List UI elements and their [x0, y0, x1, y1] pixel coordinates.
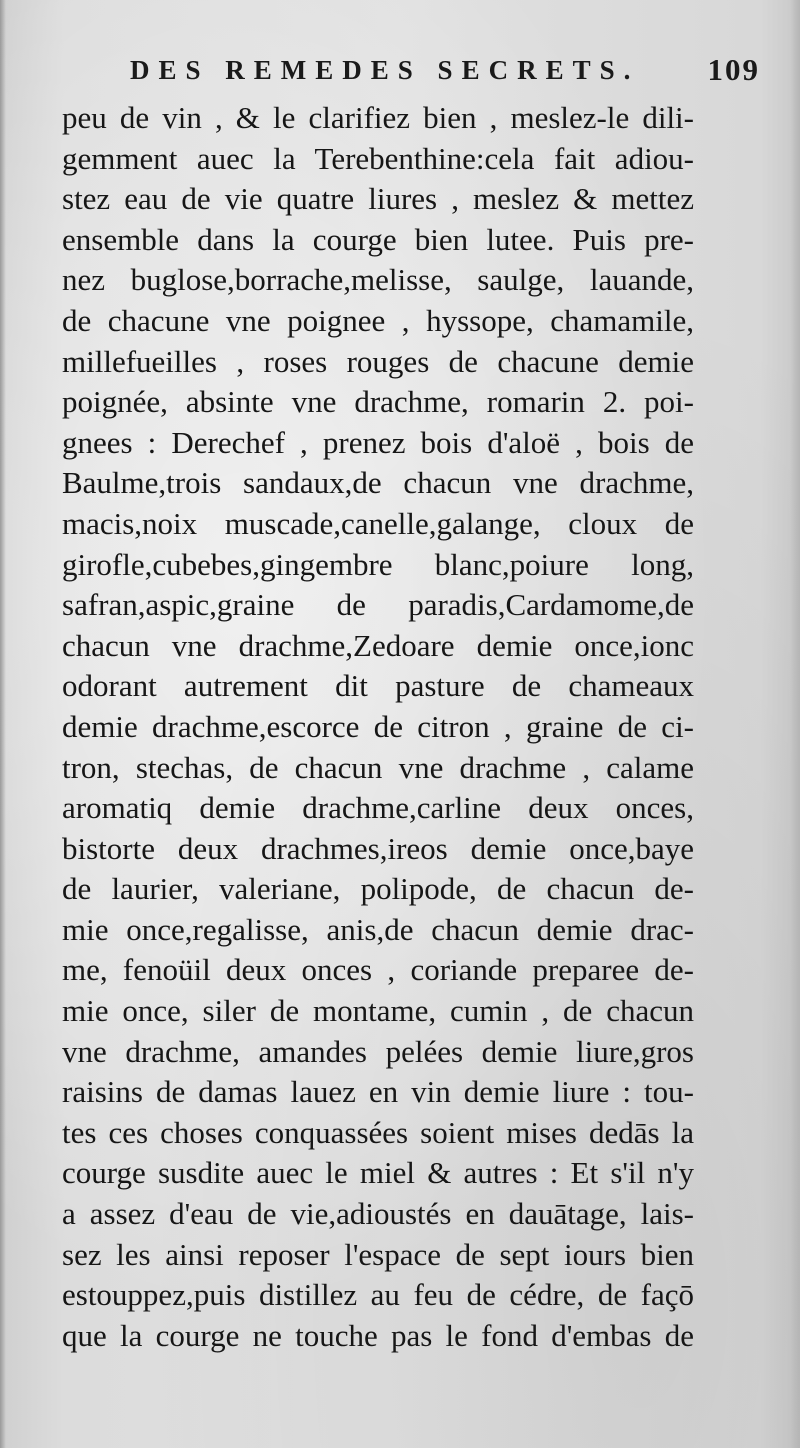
- text-line: me, fenoüil deux onces , coriande preparee de-: [62, 952, 694, 988]
- text-line: mie once,regalisse, anis,de chacun demie drac-: [62, 911, 694, 947]
- page-number: 109: [707, 52, 760, 87]
- text-line: tron, stechas, de chacun vne drachme , calame: [62, 749, 694, 785]
- text-line: aromatiq demie drachme,carline deux onces,: [62, 790, 694, 826]
- text-line: bistorte deux drachmes,ireos demie once,baye: [62, 830, 694, 866]
- text-line: de chacune vne poignee , hyssope, chamamile,: [62, 302, 694, 338]
- text-line: chacun vne drachme,Zedoare demie once,ionc: [62, 627, 694, 663]
- text-line: raisins de damas lauez en vin demie liure : tou-: [62, 1074, 694, 1110]
- text-line: millefueilles , roses rouges de chacune demie: [62, 343, 694, 379]
- page-header: [130, 50, 760, 90]
- text-line: peu de vin , & le clarifiez bien , meslez-le dili-: [62, 100, 694, 135]
- text-line: sez les ainsi reposer l'espace de sept iours bien: [62, 1236, 694, 1272]
- text-line: de laurier, valeriane, polipode, de chacun de-: [62, 871, 694, 907]
- text-line: stez eau de vie quatre liures , meslez & mettez: [62, 181, 694, 217]
- text-line: gnees : Derechef , prenez bois d'aloë , bois de: [62, 424, 694, 460]
- text-line: odorant autrement dit pasture de chameaux: [62, 668, 694, 704]
- text-line: demie drachme,escorce de citron , graine de ci-: [62, 708, 694, 744]
- text-line: a assez d'eau de vie,adioustés en dauātage, lais-: [62, 1196, 694, 1232]
- text-line: que la courge ne touche pas le fond d'embas de: [62, 1317, 694, 1353]
- text-line: poignée, absinte vne drachme, romarin 2. poi-: [62, 384, 694, 420]
- text-line: gemment auec la Terebenthine:cela fait adiou-: [62, 140, 694, 176]
- text-line: nez buglose,borrache,melisse, saulge, lauande,: [62, 262, 694, 298]
- text-line: tes ces choses conquassées soient mises dedās la: [62, 1114, 694, 1150]
- text-line: courge susdite auec le miel & autres : Et s'il n'y: [62, 1155, 694, 1191]
- text-line: girofle,cubebes,gingembre blanc,poiure long,: [62, 546, 694, 582]
- text-line: macis,noix muscade,canelle,galange, cloux de: [62, 505, 694, 541]
- text-line: mie once, siler de montame, cumin , de chacun: [62, 993, 694, 1029]
- text-line: Baulme,trois sandaux,de chacun vne drachme,: [62, 465, 694, 501]
- page-left-edge: [0, 0, 6, 1448]
- page-right-edge: [790, 0, 800, 1448]
- text-line: safran,aspic,graine de paradis,Cardamome,de: [62, 587, 694, 623]
- text-line: estouppez,puis distillez au feu de cédre, de façō: [62, 1277, 694, 1313]
- text-line: ensemble dans la courge bien lutee. Puis pre-: [62, 221, 694, 257]
- body-text: [62, 98, 694, 1356]
- text-line: vne drachme, amandes pelées demie liure,gros: [62, 1033, 694, 1069]
- running-head: DES REMEDES SECRETS.: [130, 54, 640, 85]
